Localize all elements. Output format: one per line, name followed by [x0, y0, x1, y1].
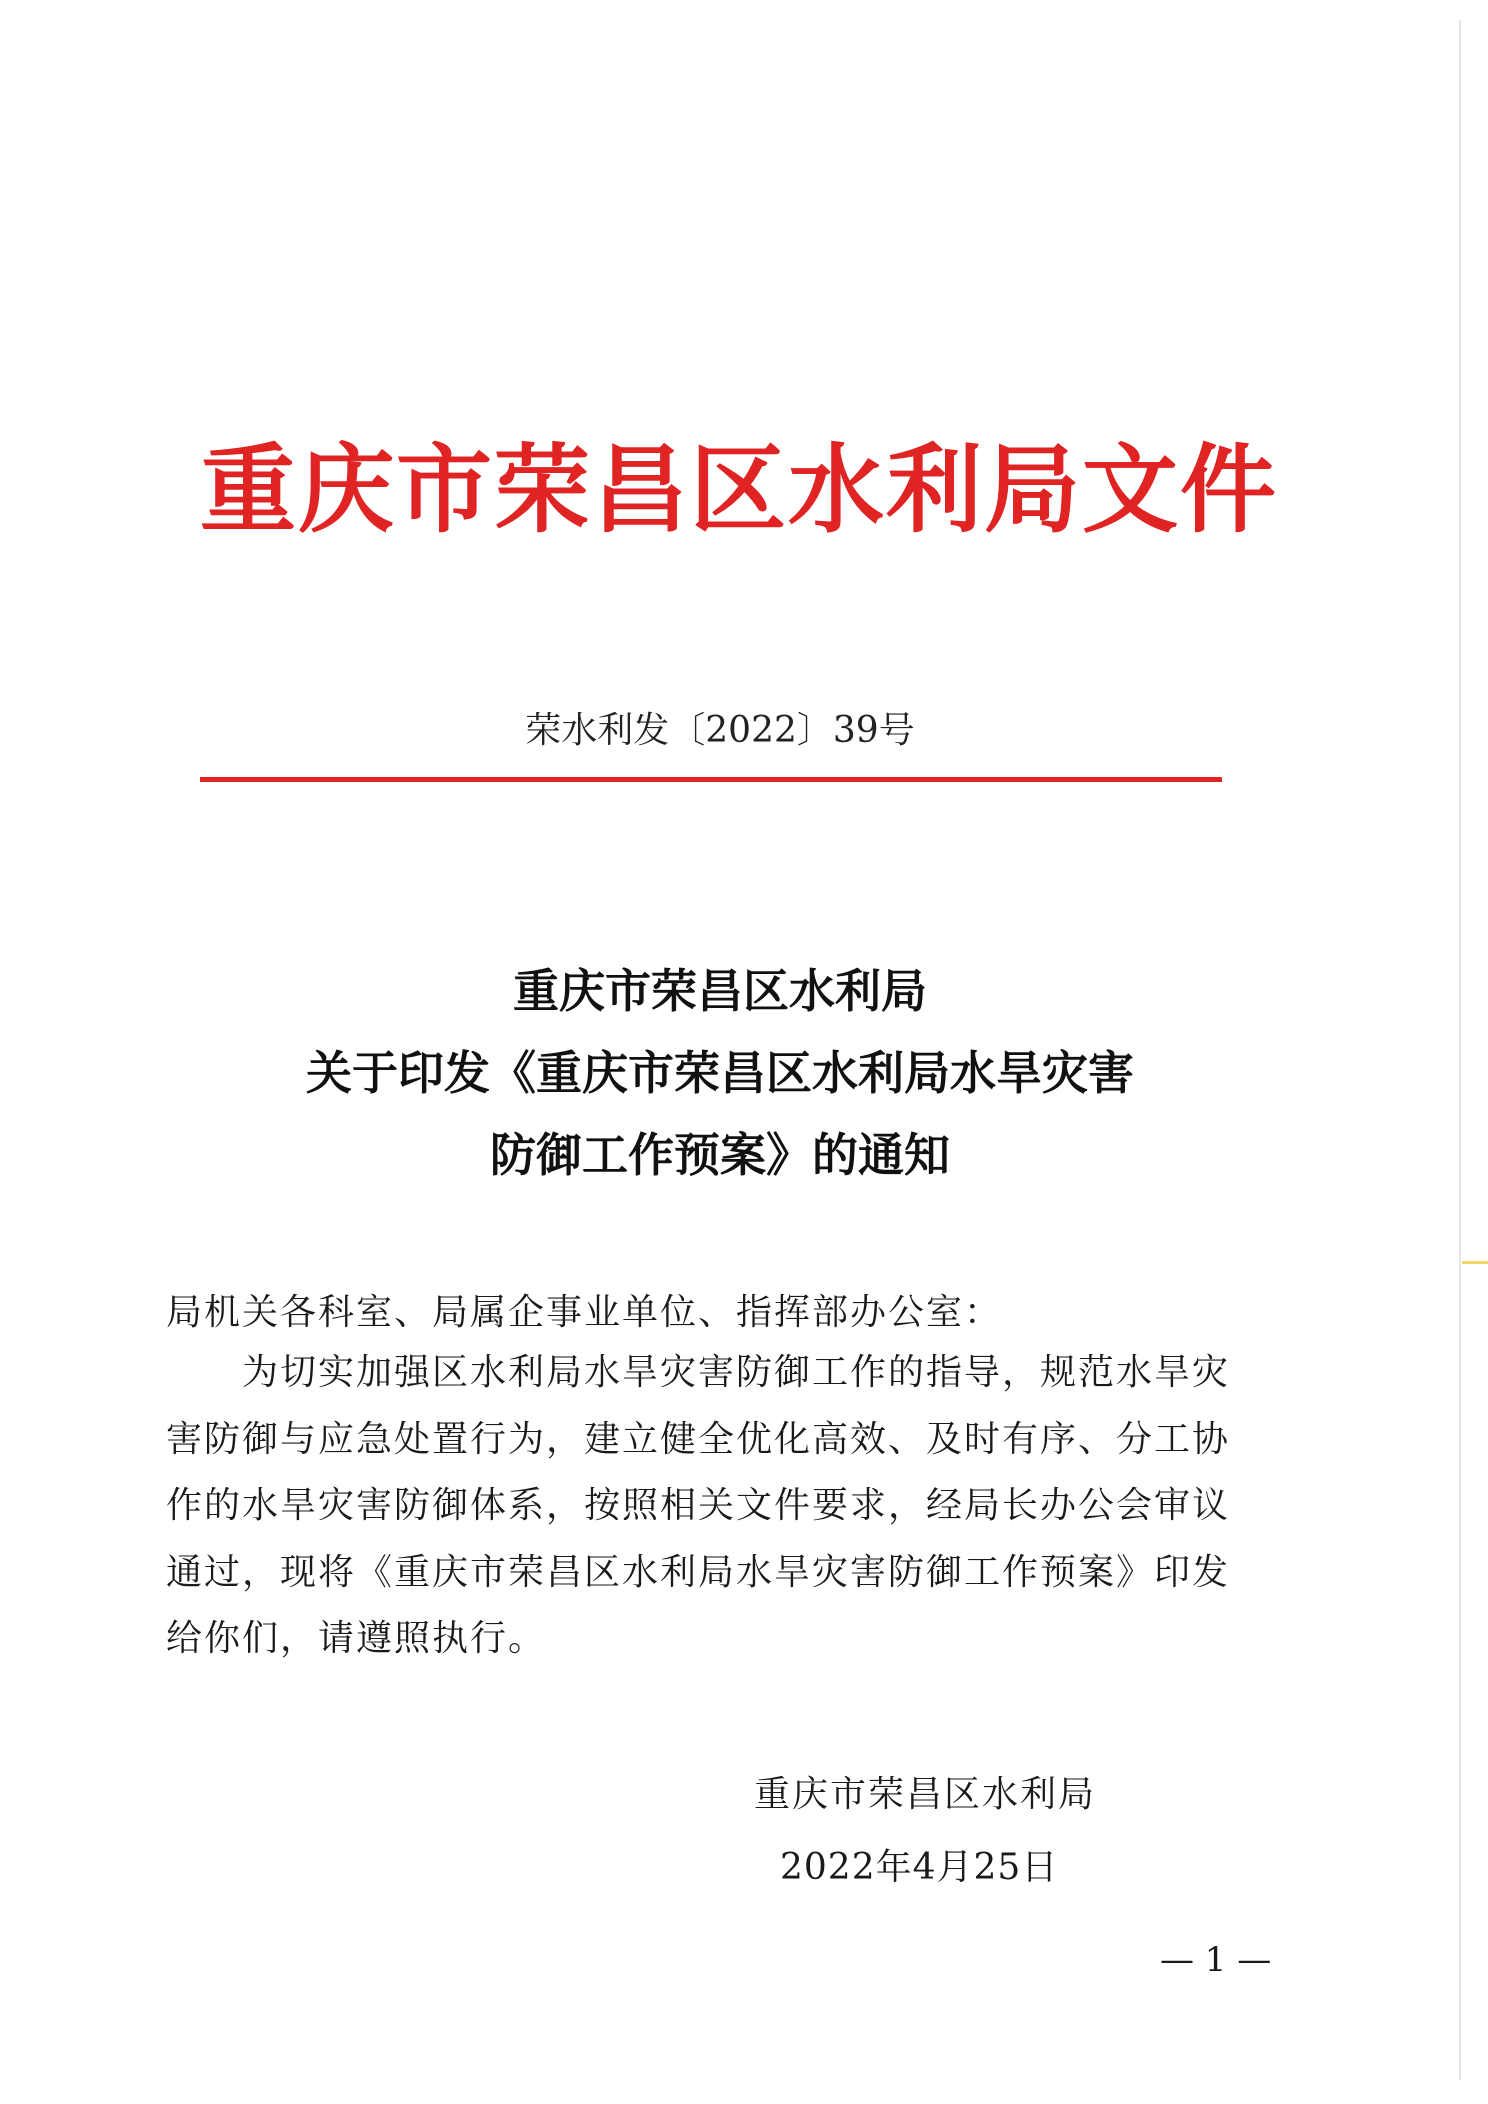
notice-title — [170, 950, 1270, 1196]
signatory-organization: 重庆市荣昌区水利局 — [754, 1774, 1097, 1815]
page-number: — 1 — — [1160, 1940, 1272, 1980]
body-line-2: 害防御与应急处置行为，建立健全优化高效、及时有序、分工协 — [166, 1418, 1231, 1460]
body-paragraph — [166, 1340, 1286, 1673]
title-line-3: 防御工作预案》的通知 — [490, 1128, 950, 1182]
recipient-line: 局机关各科室、局属企事业单位、指挥部办公室： — [166, 1292, 1003, 1333]
body-line-4: 通过，现将《重庆市荣昌区水利局水旱灾害防御工作预案》印发 — [166, 1551, 1231, 1593]
issuer-banner: 重庆市荣昌区水利局文件 — [200, 434, 1278, 546]
body-line-5: 给你们，请遵照执行。 — [166, 1618, 547, 1659]
scan-edge-mark — [1462, 1261, 1488, 1264]
title-line-1: 重庆市荣昌区水利局 — [513, 964, 927, 1018]
signature-date: 2022年4月25日 — [780, 1847, 1059, 1888]
red-separator-rule — [200, 777, 1222, 782]
document-number: 荣水利发〔2022〕39号 — [525, 710, 915, 751]
title-line-2: 关于印发《重庆市荣昌区水利局水旱灾害 — [306, 1046, 1134, 1100]
scan-edge-line — [1459, 20, 1461, 2080]
body-line-1: 为切实加强区水利局水旱灾害防御工作的指导，规范水旱灾 — [242, 1352, 1231, 1393]
body-line-3: 作的水旱灾害防御体系，按照相关文件要求，经局长办公会审议 — [166, 1485, 1231, 1526]
